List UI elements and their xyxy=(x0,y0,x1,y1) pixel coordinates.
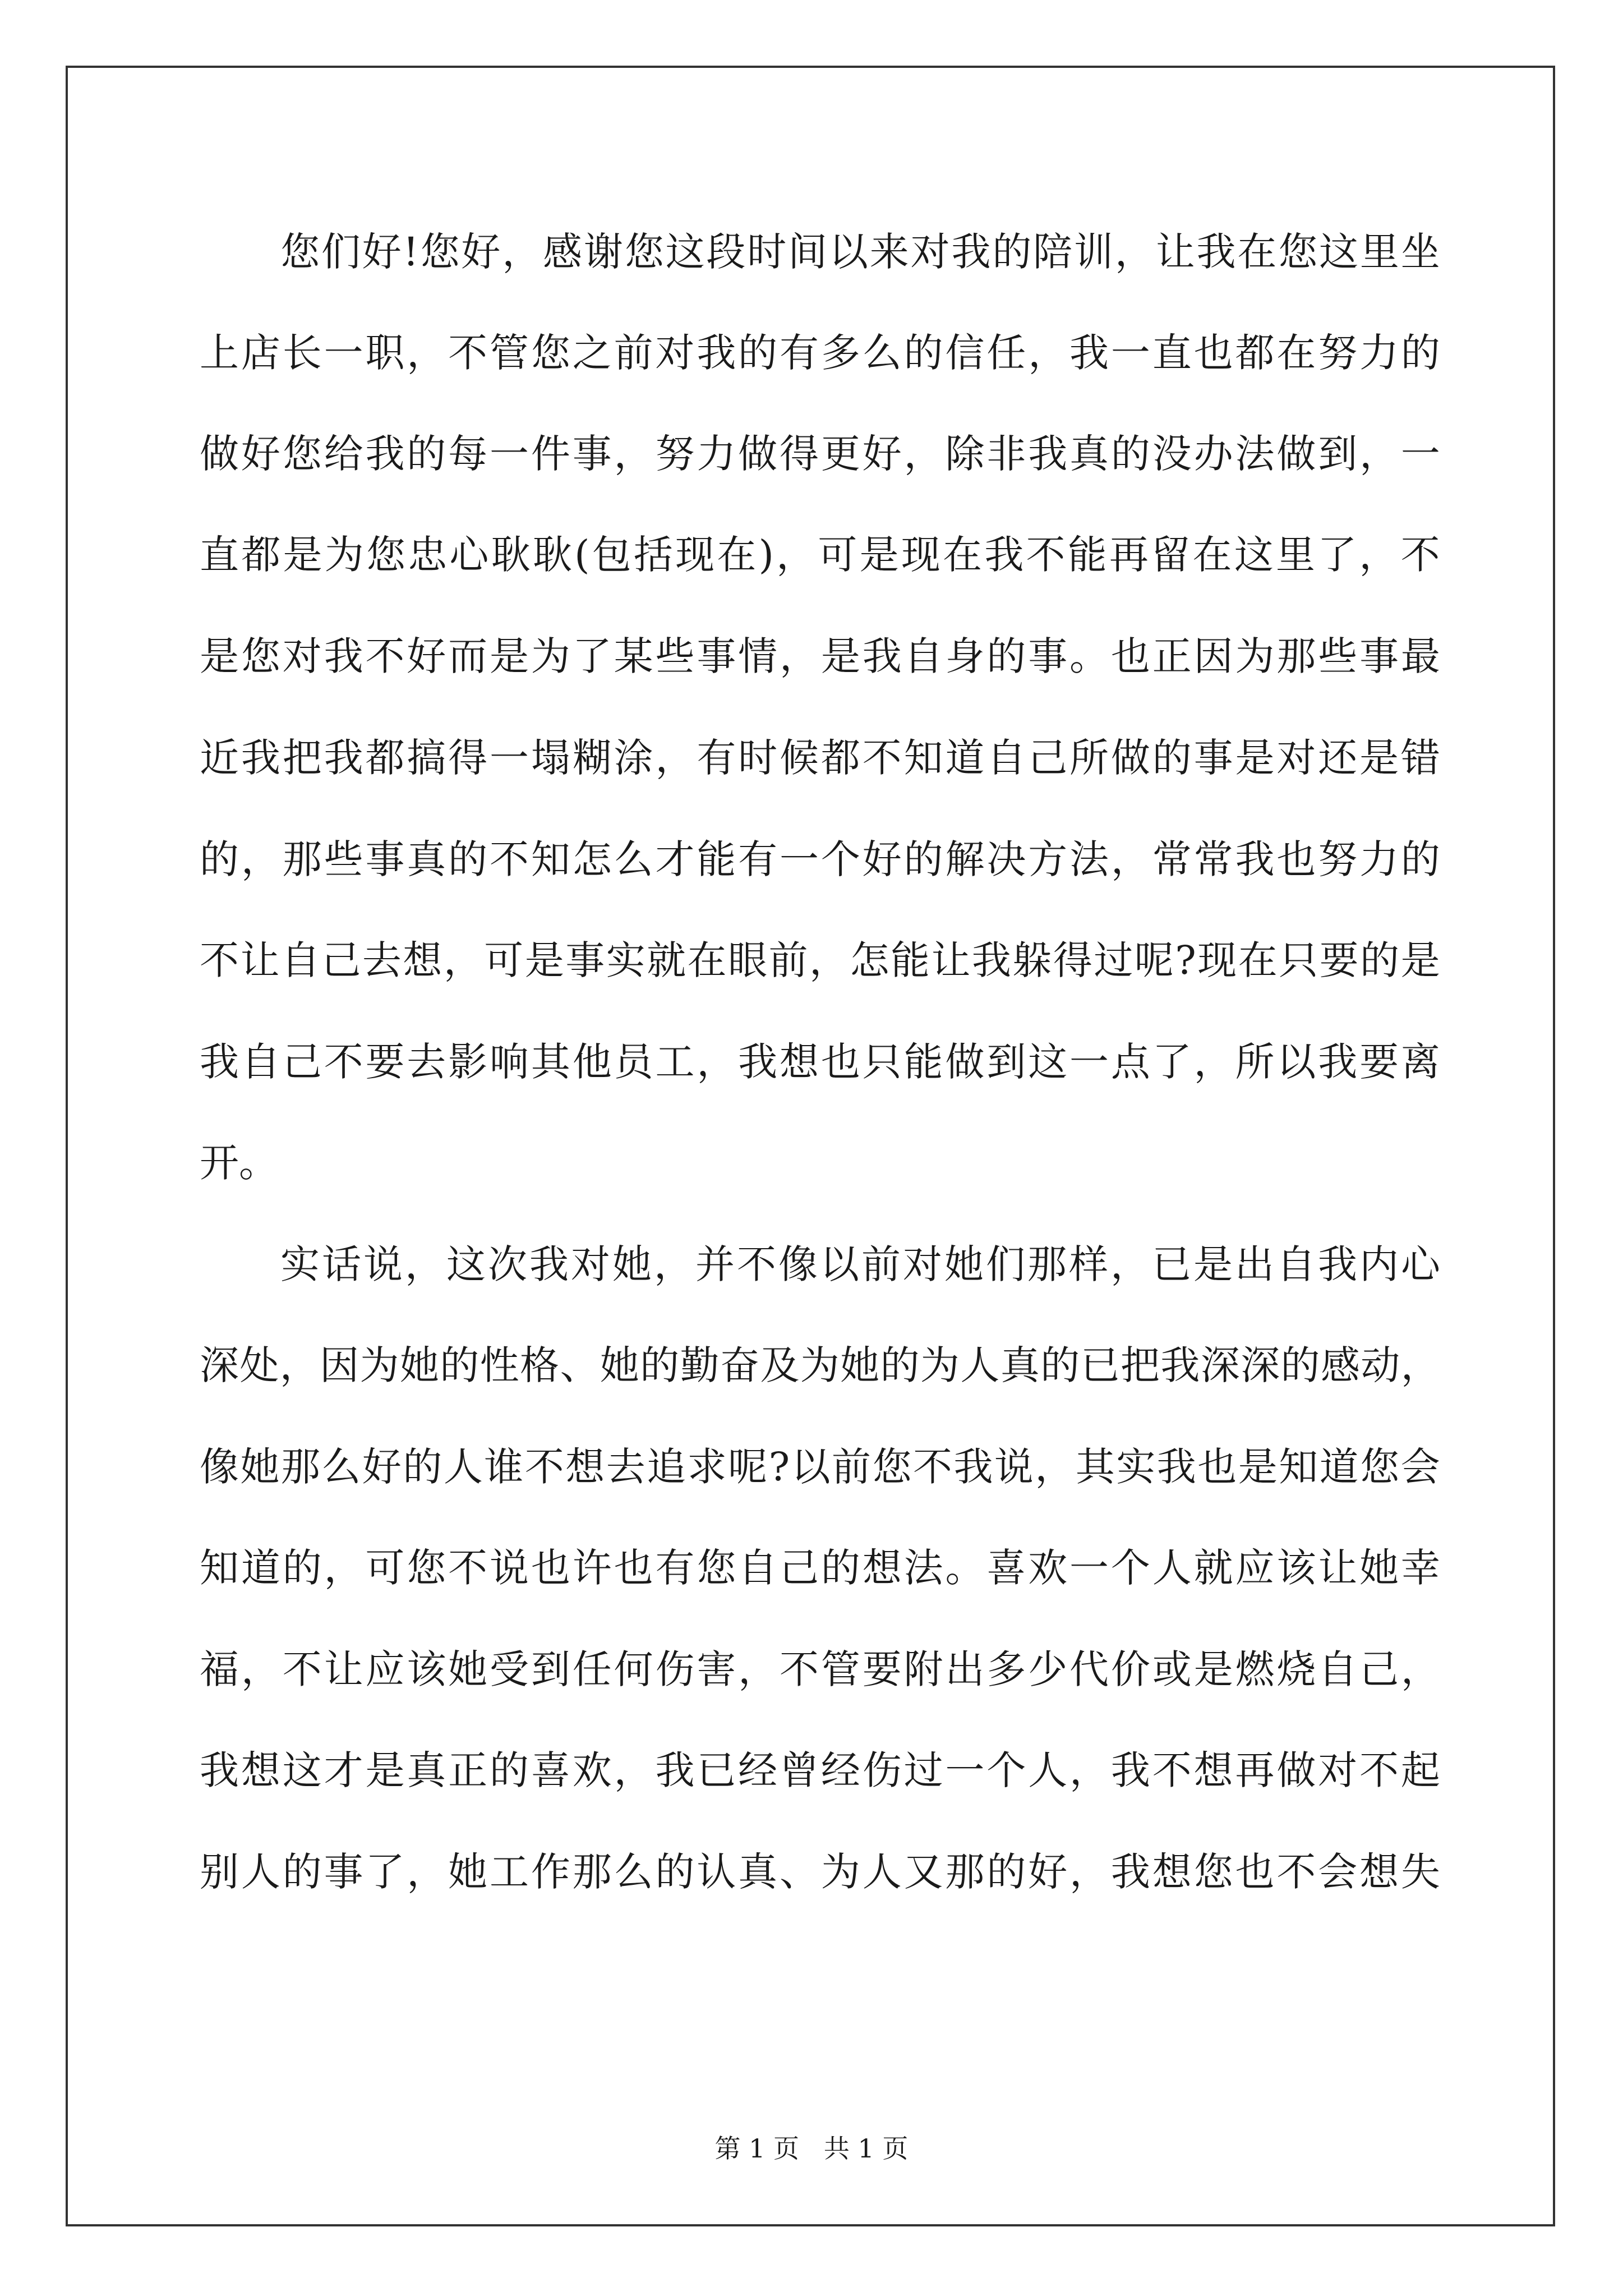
paragraph-line: 直 都 是 为 您 忠 心 耿 耿 ( 包 括 现 在 ) ， 可 是 现 在 我 不 能 再 留 在 这 里 了 ， 不 xyxy=(200,532,1440,578)
paragraph-line: 近 我 把 我 都 搞 得 一 塌 糊 涂 ， 有 时 候 都 不 知 道 自 己 所 做 的 事 是 对 还 是 错 xyxy=(200,735,1440,781)
page-footer: 第 1 页 共 1 页 xyxy=(714,2133,909,2164)
paragraph-line: 开。 xyxy=(200,1140,278,1186)
paragraph-line: 我 自 己 不 要 去 影 响 其 他 员 工 ， 我 想 也 只 能 做 到 这 一 点 了 ， 所 以 我 要 离 xyxy=(200,1039,1440,1085)
paragraph-line: 知 道 的 ， 可 您 不 说 也 许 也 有 您 自 己 的 想 法 。 喜 欢 一 个 人 就 应 该 让 她 幸 xyxy=(200,1545,1440,1591)
paragraph-line: 上 店 长 一 职 ， 不 管 您 之 前 对 我 的 有 多 么 的 信 任 ， 我 一 直 也 都 在 努 力 的 xyxy=(200,330,1440,376)
paragraph-line: 是 您 对 我 不 好 而 是 为 了 某 些 事 情 ， 是 我 自 身 的 事 。 也 正 因 为 那 些 事 最 xyxy=(200,633,1440,679)
paragraph-line: 的 ， 那 些 事 真 的 不 知 怎 么 才 能 有 一 个 好 的 解 决 方 法 ， 常 常 我 也 努 力 的 xyxy=(200,836,1440,882)
paragraph-line: 您 们 好 ! 您 好 ， 感 谢 您 这 段 时 间 以 来 对 我 的 陪 训 ， 让 我 在 您 这 里 坐 xyxy=(280,229,1440,275)
paragraph-line: 实 话 说 ， 这 次 我 对 她 ， 并 不 像 以 前 对 她 们 那 样 ， 已 是 出 自 我 内 心 xyxy=(280,1241,1440,1287)
paragraph-line: 做 好 您 给 我 的 每 一 件 事 ， 努 力 做 得 更 好 ， 除 非 我 真 的 没 办 法 做 到 ， 一 xyxy=(200,431,1440,477)
paragraph-line: 别 人 的 事 了 ， 她 工 作 那 么 的 认 真 、 为 人 又 那 的 好 ， 我 想 您 也 不 会 想 失 xyxy=(200,1849,1440,1895)
paragraph-line: 福 ， 不 让 应 该 她 受 到 任 何 伤 害 ， 不 管 要 附 出 多 少 代 价 或 是 燃 烧 自 己 ， xyxy=(200,1646,1440,1692)
paragraph-line: 像 她 那 么 好 的 人 谁 不 想 去 追 求 呢 ? 以 前 您 不 我 说 ， 其 实 我 也 是 知 道 您 会 xyxy=(200,1444,1440,1490)
paragraph-line: 不 让 自 己 去 想 ， 可 是 事 实 就 在 眼 前 ， 怎 能 让 我 躲 得 过 呢 ? 现 在 只 要 的 是 xyxy=(200,937,1440,983)
page-border xyxy=(66,66,1555,2226)
paragraph-line: 深 处 ， 因 为 她 的 性 格 、 她 的 勤 奋 及 为 她 的 为 人 真 的 已 把 我 深 深 的 感 动 ， xyxy=(200,1342,1440,1388)
paragraph-line: 我 想 这 才 是 真 正 的 喜 欢 ， 我 已 经 曾 经 伤 过 一 个 人 ， 我 不 想 再 做 对 不 起 xyxy=(200,1747,1440,1793)
